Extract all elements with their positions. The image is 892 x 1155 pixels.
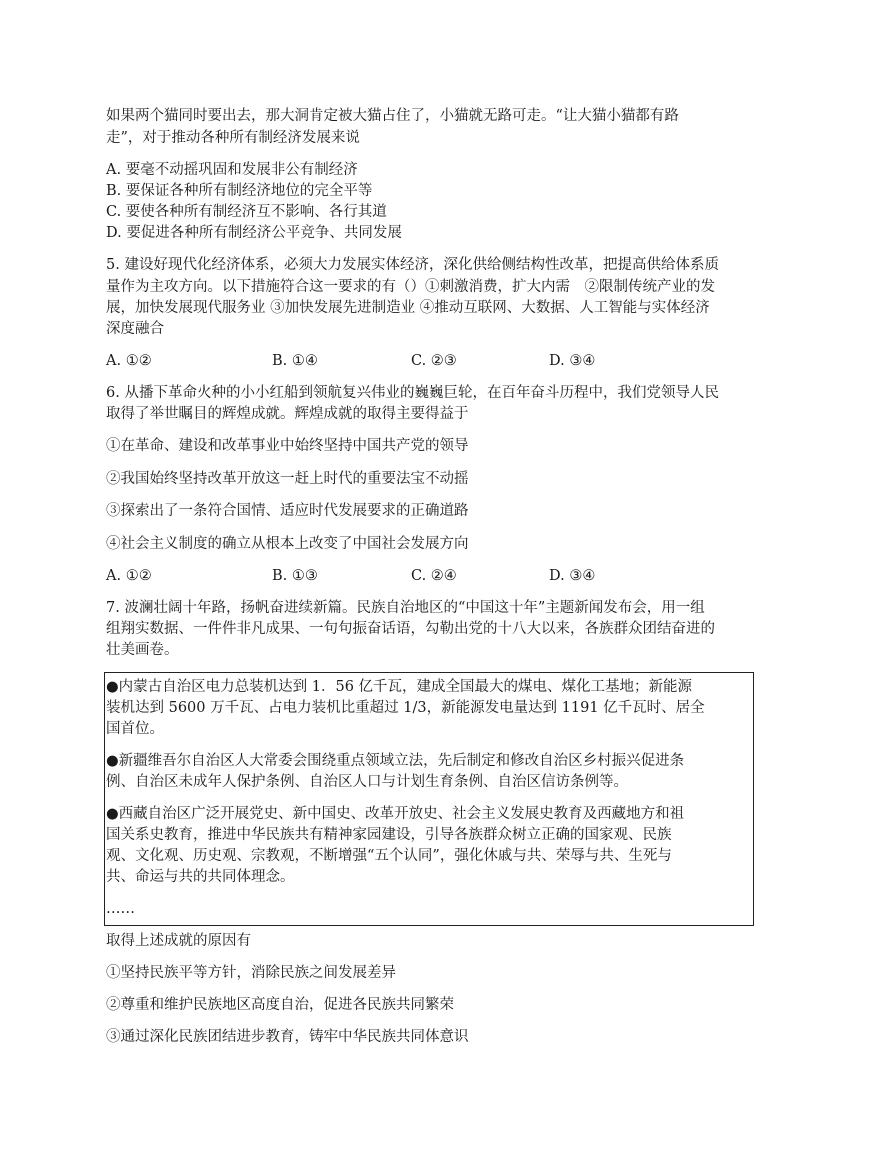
q4-stem-line-1: 如果两个猫同时要出去，那大洞肯定被大猫占住了，小猫就无路可走。“让大猫小猫都有路 bbox=[106, 108, 679, 124]
q7-item-1: ①坚持民族平等方针，消除民族之间发展差异 bbox=[106, 965, 396, 981]
q6-option-b: B. ①③ bbox=[272, 568, 318, 584]
q5-option-c: C. ②③ bbox=[411, 353, 457, 369]
q7-item-3: ③通过深化民族团结进步教育，铸牢中华民族共同体意识 bbox=[106, 1029, 469, 1045]
box-p1-line-3: 国首位。 bbox=[106, 721, 164, 737]
q5-option-b: B. ①④ bbox=[272, 353, 318, 369]
q4-option-d: D. 要促进各种所有制经济公平竞争、共同发展 bbox=[106, 225, 402, 241]
q5-stem-line-3: 展，加快发展现代服务业 ③加快发展先进制造业 ④推动互联网、大数据、人工智能与实体经济 bbox=[106, 300, 710, 316]
q6-item-3: ③探索出了一条符合国情、适应时代发展要求的正确道路 bbox=[106, 503, 469, 519]
q5-stem-line-2: 量作为主攻方向。以下措施符合这一要求的有（）①刺激消费，扩大内需 ②限制传统产业的发 bbox=[106, 279, 715, 295]
q6-option-d: D. ③④ bbox=[549, 568, 596, 584]
q4-option-b: B. 要保证各种所有制经济地位的完全平等 bbox=[106, 183, 373, 199]
q6-item-4: ④社会主义制度的确立从根本上改变了中国社会发展方向 bbox=[106, 536, 469, 552]
q6-option-a: A. ①② bbox=[106, 568, 152, 584]
box-p3-line-3: 观、文化观、历史观、宗教观，不断增强“五个认同”，强化休戚与共、荣辱与共、生死与 bbox=[106, 848, 672, 864]
q7-after-text: 取得上述成就的原因有 bbox=[106, 933, 251, 949]
q6-stem-line-2: 取得了举世瞩目的辉煌成就。辉煌成就的取得主要得益于 bbox=[106, 406, 469, 422]
box-p3-line-1: ●西藏自治区广泛开展党史、新中国史、改革开放史、社会主义发展史教育及西藏地方和祖 bbox=[106, 806, 685, 822]
box-p1-line-2: 装机达到 5600 万千瓦、占电力装机比重超过 1/3，新能源发电量达到 1191 亿千瓦时、居全 bbox=[106, 700, 705, 716]
q6-option-c: C. ②④ bbox=[411, 568, 457, 584]
box-ellipsis: …… bbox=[106, 901, 135, 917]
box-p2-line-1: ●新疆维吾尔自治区人大常委会围绕重点领域立法，先后制定和修改自治区乡村振兴促进条 bbox=[106, 753, 685, 769]
q5-option-a: A. ①② bbox=[106, 353, 152, 369]
q7-stem-line-3: 壮美画卷。 bbox=[106, 642, 179, 658]
box-p3-line-4: 共、命运与共的共同体理念。 bbox=[106, 869, 295, 885]
q6-item-1: ①在革命、建设和改革事业中始终坚持中国共产党的领导 bbox=[106, 438, 469, 454]
q5-option-d: D. ③④ bbox=[549, 353, 596, 369]
box-p3-line-2: 国关系史教育，推进中华民族共有精神家园建设，引导各族群众树立正确的国家观、民族 bbox=[106, 827, 672, 843]
q7-stem-line-2: 组翔实数据、一件件非凡成果、一句句振奋话语，勾勒出党的十八大以来，各族群众团结奋进的 bbox=[106, 621, 715, 637]
q7-item-2: ②尊重和维护民族地区高度自治，促进各民族共同繁荣 bbox=[106, 997, 454, 1013]
q7-stem-line-1: 7. 波澜壮阔十年路，扬帆奋进续新篇。民族自治地区的“中国这十年”主题新闻发布会，用一组 bbox=[106, 600, 705, 616]
q6-item-2: ②我国始终坚持改革开放这一赶上时代的重要法宝不动摇 bbox=[106, 471, 469, 487]
q4-option-a: A. 要毫不动摇巩固和发展非公有制经济 bbox=[106, 162, 358, 178]
q4-option-c: C. 要使各种所有制经济互不影响、各行其道 bbox=[106, 204, 387, 220]
q5-stem-line-1: 5. 建设好现代化经济体系，必须大力发展实体经济，深化供给侧结构性改革，把提高供给体系质 bbox=[106, 257, 719, 273]
q5-stem-line-4: 深度融合 bbox=[106, 321, 164, 337]
q4-stem-line-2: 走”，对于推动各种所有制经济发展来说 bbox=[106, 130, 360, 146]
box-p1-line-1: ●内蒙古自治区电力总装机达到 1．56 亿千瓦，建成全国最大的煤电、煤化工基地；新能源 bbox=[106, 679, 693, 695]
q6-stem-line-1: 6. 从播下革命火种的小小红船到领航复兴伟业的巍巍巨轮，在百年奋斗历程中，我们党领导人民 bbox=[106, 385, 719, 401]
box-p2-line-2: 例、自治区未成年人保护条例、自治区人口与计划生育条例、自治区信访条例等。 bbox=[106, 774, 628, 790]
